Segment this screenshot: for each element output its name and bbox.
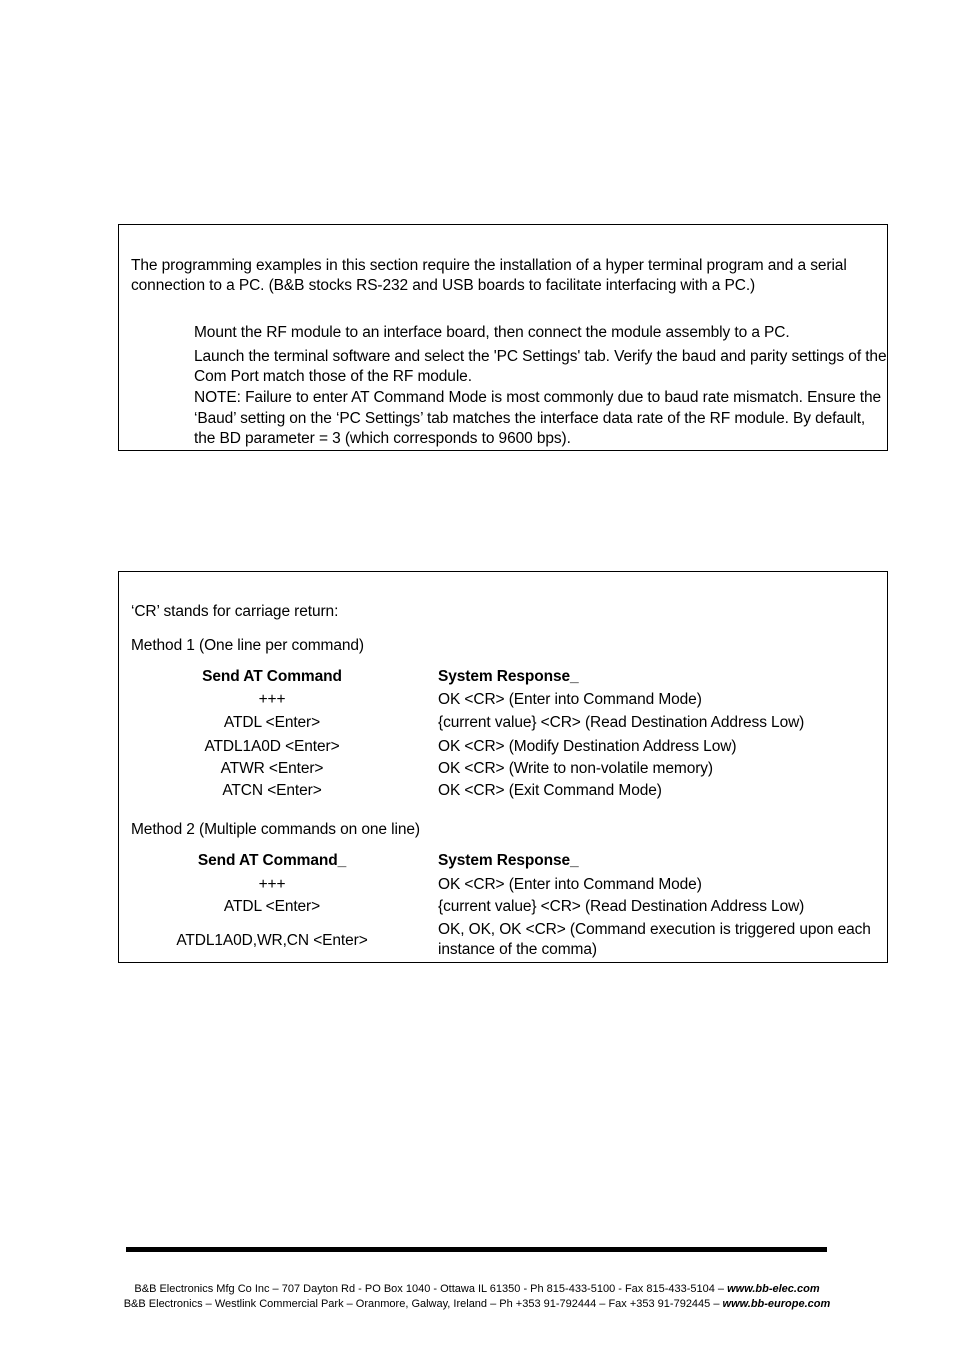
footer-line-2-text: B&B Electronics – Westlink Commercial Park – Oranmore, Galway, Ireland – Ph +353 91-792444 – Fax +353 91-792445 – [123,1298,723,1310]
method1-resp-3: OK <CR> (Modify Destination Address Low) [438,738,737,755]
setup-step-2-line-1: Launch the terminal software and select the 'PC Settings' tab. Verify the baud and parity settings of the [194,348,887,365]
footer-rule [126,1247,827,1252]
method1-cmd-2: ATDL <Enter> [223,714,321,731]
method1-cmd-1: +++ [258,691,286,708]
footer-line-2 [0,1297,954,1311]
method2-cmd-3: ATDL1A0D,WR,CN <Enter> [176,932,368,949]
method2-cmd-1: +++ [258,876,286,893]
method2-title: Method 2 (Multiple commands on one line) [131,821,420,838]
method1-resp-4: OK <CR> (Write to non-volatile memory) [438,760,713,777]
method1-cmd-5: ATCN <Enter> [222,782,322,799]
footer-link-bb-europe[interactable]: www.bb-europe.com [722,1298,831,1310]
method1-resp-1: OK <CR> (Enter into Command Mode) [438,691,702,708]
method1-title: Method 1 (One line per command) [131,637,364,654]
method2-cmd-2: ATDL <Enter> [223,898,321,915]
method1-cmd-4: ATWR <Enter> [220,760,324,777]
method2-resp-1: OK <CR> (Enter into Command Mode) [438,876,702,893]
intro-line-2: connection to a PC. (B&B stocks RS-232 and USB boards to facilitate interfacing with a PC.) [131,277,756,294]
method2-col1-header: Send AT Command_ [197,852,347,869]
method1-resp-2: {current value} <CR> (Read Destination Address Low) [438,714,805,731]
footer-line-1-text: B&B Electronics Mfg Co Inc – 707 Dayton Rd - PO Box 1040 - Ottawa IL 61350 - Ph 815-433-5100 - Fax 815-433-5104 – [134,1283,728,1295]
footer-link-bb-elec[interactable]: www.bb-elec.com [727,1283,820,1295]
note-line-2: ‘Baud’ setting on the ‘PC Settings’ tab matches the interface data rate of the RF module. By default, [194,410,866,427]
method2-col2-header: System Response_ [438,852,579,869]
method1-resp-5: OK <CR> (Exit Command Mode) [438,782,662,799]
setup-step-1: Mount the RF module to an interface board, then connect the module assembly to a PC. [194,324,790,341]
note-line-1: NOTE: Failure to enter AT Command Mode is most commonly due to baud rate mismatch. Ensure the [194,389,882,406]
setup-step-2-line-2: Com Port match those of the RF module. [194,368,472,385]
method2-resp-2: {current value} <CR> (Read Destination Address Low) [438,898,805,915]
method1-col2-header: System Response_ [438,668,579,685]
footer-line-1 [0,1282,954,1296]
intro-line-1: The programming examples in this section require the installation of a hyper terminal program and a serial [131,257,847,274]
note-line-3: the BD parameter = 3 (which corresponds to 9600 bps). [194,430,571,447]
cr-note: ‘CR’ stands for carriage return: [131,603,339,620]
method2-resp-3: OK, OK, OK <CR> (Command execution is triggered upon each instance of the comma) [438,921,871,958]
method1-cmd-3: ATDL1A0D <Enter> [204,738,340,755]
method1-col1-header: Send AT Command [202,668,342,685]
